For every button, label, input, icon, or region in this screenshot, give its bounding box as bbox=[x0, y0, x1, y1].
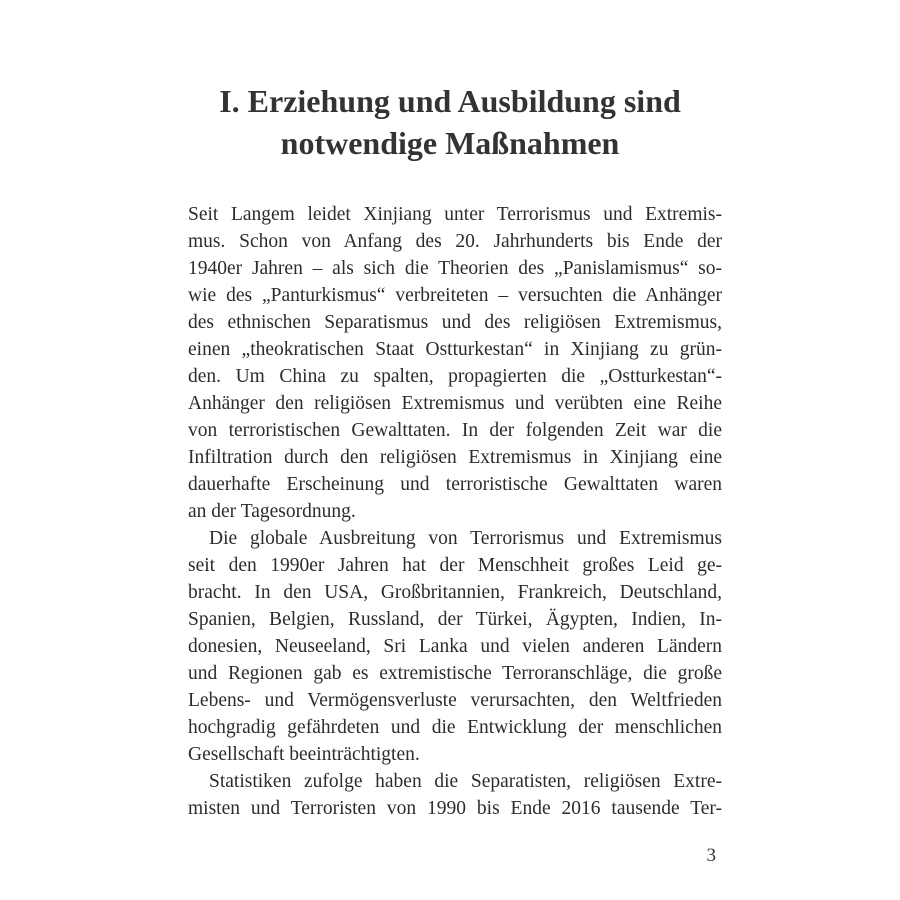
text-line: Die globale Ausbreitung von Terrorismus und Extremismus bbox=[209, 528, 722, 549]
text-line: und Regionen gab es extremistische Terroranschläge, die große bbox=[188, 663, 722, 684]
text-line: misten und Terroristen von 1990 bis Ende 2016 tausende Ter- bbox=[188, 798, 722, 819]
text-line: den. Um China zu spalten, propagierten die „Ostturkestan“- bbox=[188, 366, 722, 387]
text-line: dauerhafte Erscheinung und terroristische Gewalttaten waren bbox=[188, 474, 722, 495]
text-line: wie des „Panturkismus“ verbreiteten – versuchten die Anhänger bbox=[188, 285, 722, 306]
page-number: 3 bbox=[706, 845, 716, 866]
chapter-heading-line: I. Erziehung und Ausbildung sind bbox=[219, 83, 681, 119]
body-text bbox=[188, 201, 722, 822]
text-line: bracht. In den USA, Großbritannien, Frankreich, Deutschland, bbox=[188, 582, 722, 603]
text-line: einen „theokratischen Staat Ostturkestan“ in Xinjiang zu grün- bbox=[188, 339, 722, 360]
text-line: Seit Langem leidet Xinjiang unter Terrorismus und Extremis- bbox=[188, 204, 722, 225]
text-line: 1940er Jahren – als sich die Theorien des „Panislamismus“ so- bbox=[188, 258, 722, 279]
chapter-heading bbox=[150, 80, 750, 164]
text-line: seit den 1990er Jahren hat der Menschheit großes Leid ge- bbox=[188, 555, 722, 576]
text-line: mus. Schon von Anfang des 20. Jahrhunderts bis Ende der bbox=[188, 231, 722, 252]
paragraph bbox=[188, 201, 722, 525]
text-line: des ethnischen Separatismus und des religiösen Extremismus, bbox=[188, 312, 722, 333]
text-line: Anhänger den religiösen Extremismus und verübten eine Reihe bbox=[188, 393, 722, 414]
text-line: Infiltration durch den religiösen Extremismus in Xinjiang eine bbox=[188, 447, 722, 468]
paragraph bbox=[188, 525, 722, 768]
text-line: Lebens- und Vermögensverluste verursachten, den Weltfrieden bbox=[188, 690, 722, 711]
text-line: Gesellschaft beeinträchtigten. bbox=[188, 744, 420, 765]
text-line: Statistiken zufolge haben die Separatisten, religiösen Extre- bbox=[209, 771, 722, 792]
text-line: donesien, Neuseeland, Sri Lanka und vielen anderen Ländern bbox=[188, 636, 722, 657]
text-line: Spanien, Belgien, Russland, der Türkei, Ägypten, Indien, In- bbox=[188, 609, 722, 630]
text-line: hochgradig gefährdeten und die Entwicklung der menschlichen bbox=[188, 717, 722, 738]
chapter-heading-line: notwendige Maßnahmen bbox=[280, 125, 620, 161]
paragraph bbox=[188, 768, 722, 822]
text-line: von terroristischen Gewalttaten. In der folgenden Zeit war die bbox=[188, 420, 722, 441]
text-line: an der Tagesordnung. bbox=[188, 501, 356, 522]
